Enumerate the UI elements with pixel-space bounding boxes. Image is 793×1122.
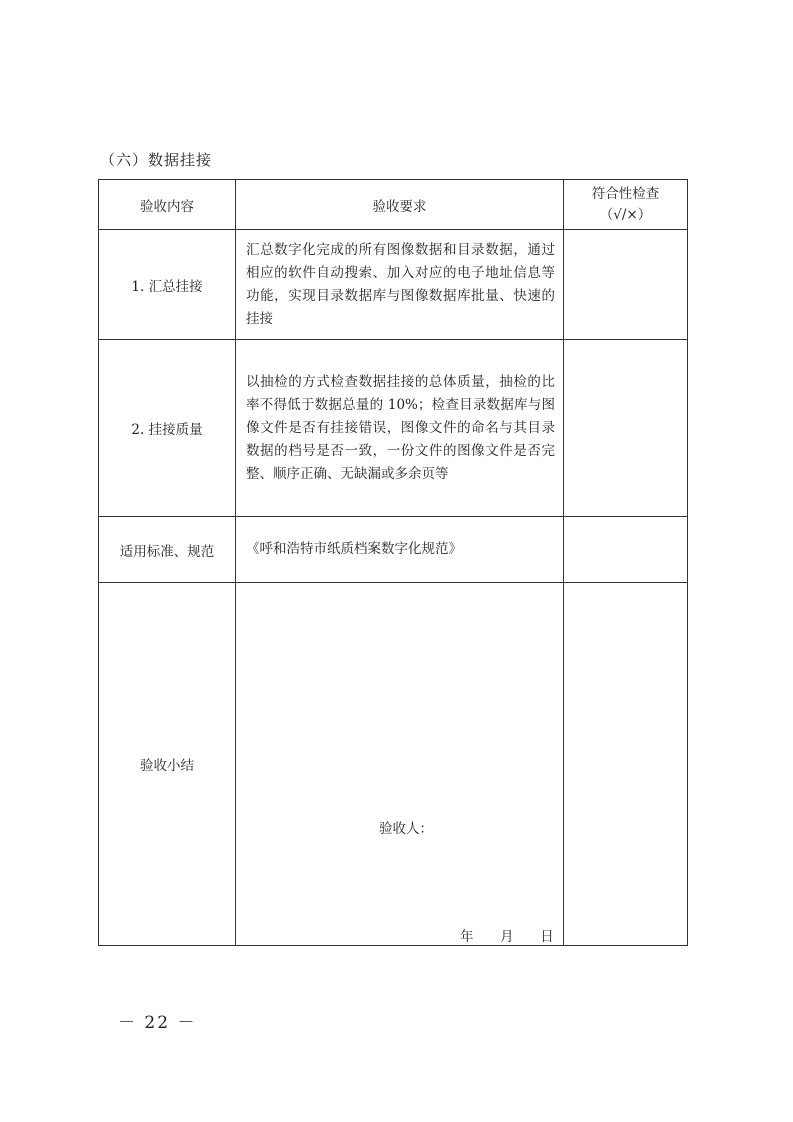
header-content: 验收内容 [99, 180, 236, 230]
header-requirement: 验收要求 [236, 180, 564, 230]
section-title: （六）数据挂接 [100, 151, 213, 169]
row-item: 适用标准、规范 [99, 517, 236, 583]
summary-check-cell[interactable] [564, 583, 688, 946]
header-check-line2: （√/×） [599, 206, 652, 223]
row-requirement: 《呼和浩特市纸质档案数字化规范》 [236, 517, 564, 583]
row-item: 2. 挂接质量 [99, 340, 236, 517]
date-day: 日 [540, 929, 554, 945]
summary-content[interactable] [236, 583, 564, 946]
row-check-cell[interactable] [564, 230, 688, 340]
row-requirement: 汇总数字化完成的所有图像数据和目录数据，通过相应的软件自动搜索、加入对应的电子地址信息等功能，实现目录数据库与图像数据库批量、快速的挂接 [236, 230, 564, 340]
table-row [99, 340, 688, 517]
acceptance-table [98, 179, 688, 946]
table-row [99, 517, 688, 583]
page-number: － 22 － [118, 1013, 197, 1033]
header-check [564, 180, 688, 230]
header-check-line1: 符合性检查 [591, 185, 660, 202]
signer-label: 验收人： [379, 821, 433, 837]
summary-label: 验收小结 [99, 583, 236, 946]
row-item: 1. 汇总挂接 [99, 230, 236, 340]
date-year: 年 [460, 929, 474, 945]
row-check-cell[interactable] [564, 517, 688, 583]
table-header-row [99, 180, 688, 230]
row-check-cell[interactable] [564, 340, 688, 517]
row-requirement: 以抽检的方式检查数据挂接的总体质量，抽检的比率不得低于数据总量的 10%；检查目录数据库与图像文件是否有挂接错误，图像文件的命名与其目录数据的档号是否一致，一份文件的图像文件是否完整、顺序正确、无缺漏或多余页等 [236, 340, 564, 517]
summary-row [99, 583, 688, 946]
table-row [99, 230, 688, 340]
date-line [460, 925, 554, 945]
date-month: 月 [500, 929, 514, 945]
